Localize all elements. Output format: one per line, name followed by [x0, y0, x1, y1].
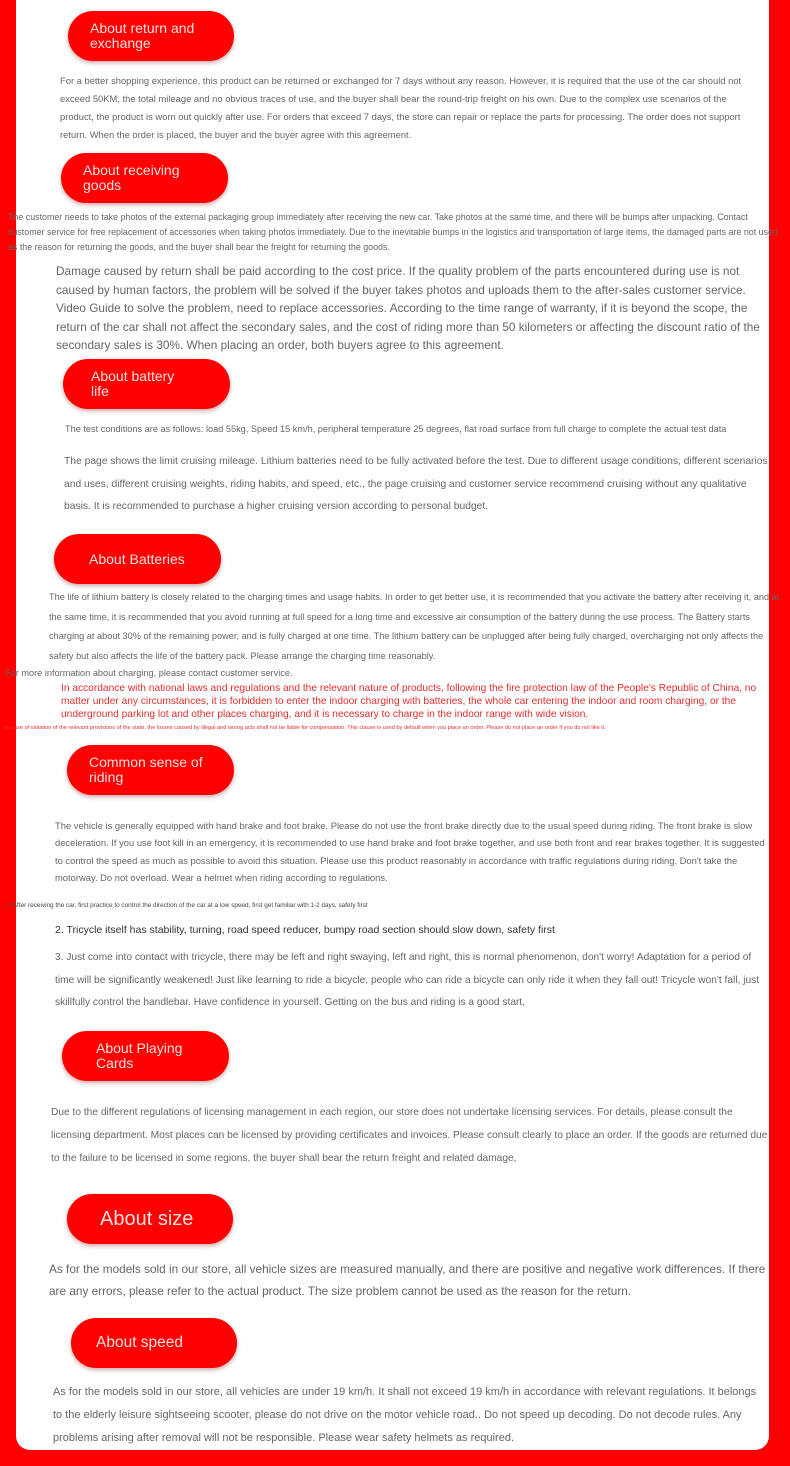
section-header-size	[67, 1194, 233, 1244]
section-title: Common sense of riding	[89, 754, 203, 785]
section-title: About return and exchange	[90, 20, 195, 51]
cards-text: Due to the different regulations of licensing management in each region, our store does not undertake licensing services. For details, please consult the licensing department. Most places can be licensed by providing certificates and invoices. Please consult clearly to place an order. If the goods are returned due to the failure to be licensed in some regions, the buyer shall bear the return freight and related damage,	[51, 1107, 768, 1164]
batteries-contact-text: For more information about charging, please contact customer service.	[5, 668, 293, 678]
battery-life-text: The page shows the limit cruising mileage. Lithium batteries need to be fully activated before the test. Due to different usage conditions, different scenarios and uses, different cruising weights, riding habits, and speed, etc., the page cruising and customer service recommend cruising without any qualitative basis. It is recommended to purchase a higher cruising version according to personal budget.	[64, 456, 768, 512]
return-policy-text: For a better shopping experience, this product can be returned or exchanged for 7 days without any reason. However, it is required that the use of the car should not exceed 50KM, the total mileage and no obvious traces of use, and the buyer shall bear the round-trip freight on his own. Due to the complex use scenarios of the product, the product is worn out quickly after use. For orders that exceed 7 days, the store can repair or replace the parts for processing. The order does not support return. When the order is placed, the buyer and the buyer agree with this agreement.	[60, 75, 742, 140]
section-header-return	[68, 11, 234, 61]
section-title: About size	[100, 1207, 194, 1230]
riding-text-1: The vehicle is generally equipped with hand brake and foot brake. Please do not use the front brake directly due to the usual speed during riding. The front brake is slow deceleration. If you use foot kill in an emergency, it is recommended to use hand brake and foot brake together, and use both front and rear brakes together. It is suggested to control the speed as much as possible to avoid this situation. Please use this product reasonably in accordance with traffic regulations during riding. Don't take the motorway. Do not overload. Wear a helmet when riding according to regulations.	[55, 820, 765, 883]
riding-tip-1: 1. After receiving the car, first practice to control the direction of the car at a low speed, first get familiar with 1-2 days, safety first	[6, 902, 368, 909]
section-title: About Batteries	[89, 550, 185, 567]
section-title: About speed	[96, 1333, 184, 1351]
batteries-fire-warning: In accordance with national laws and regulations and the relevant nature of products, following the fire protection law of the People's Republic of China, no matter under any circumstances, it is forbidden to enter the indoor charging with batteries, the whole car entering the indoor and room charging, or the underground parking lot and other places charging, and it is necessary to charge in the indoor range with wide vision.	[61, 683, 757, 720]
receiving-text-1: The customer needs to take photos of the external packaging group immediately after receiving the new car. Take photos at the same time, and there will be bumps after unpacking. Contact customer service for free replacement of accessories when taking photos immediately. Due to the inevitable bumps in the logistics and transportation of large items, the damaged parts are not used as the reason for returning the goods, and the buyer shall bear the freight for returning the goods.	[8, 212, 778, 252]
batteries-liability-note: In case of violation of the relevant provisions of the state, the losses caused by illegal and wrong acts shall not be liable for compensation. This clause is used by default when you place an order. Please do not place an order if you do not like it.	[5, 725, 606, 731]
section-title: About battery life	[91, 368, 175, 399]
riding-tip-3: 3. Just come into contact with tricycle, there may be left and right swaying, left and right, this is normal phenomenon, don't worry! Adaptation for a period of time will be significantly weakened! Just like learning to ride a bicycle, people who can ride a bicycle can only ride it when they fall out! Tricycle won't fall, just skillfully control the handlebar. Have confidence in yourself. Getting on the bus and riding is a good start,	[55, 952, 760, 1008]
section-title: About Playing Cards	[96, 1040, 183, 1071]
receiving-text-2: Damage caused by return shall be paid according to the cost price. If the quality problem of the parts encountered during use is not caused by human factors, the problem will be solved if the buyer takes photos and uploads them to the after-sales customer service. Video Guide to solve the problem, need to replace accessories. According to the time range of warranty, if it is beyond the scope, the return of the car shall not affect the secondary sales, and the cost of riding more than 50 kilometers or affecting the discount ratio of the secondary sales is 30%. When placing an order, both buyers agree to this agreement.	[56, 264, 760, 352]
riding-tip-2: 2. Tricycle itself has stability, turning, road speed reducer, bumpy road section should slow down, safety first	[55, 924, 555, 936]
section-header-cards	[62, 1031, 229, 1081]
speed-text: As for the models sold in our store, all vehicles are under 19 km/h. It shall not exceed 19 km/h in accordance with relevant regulations. It belongs to the elderly leisure sightseeing scooter, please do not drive on the motor vehicle road.. Do not speed up decoding. Do not decode rules. Any problems arising after removal will not be responsible. Please wear safety helmets as required.	[53, 1386, 757, 1444]
section-header-speed	[71, 1318, 237, 1368]
section-title: About receiving goods	[83, 162, 180, 193]
size-text: As for the models sold in our store, all vehicle sizes are measured manually, and there are positive and negative work differences. If there are any errors, please refer to the actual product. The size problem cannot be used as the reason for the return.	[49, 1262, 766, 1298]
battery-life-test-conditions: The test conditions are as follows: load 55kg, Speed 15 km/h, peripheral temperature 25 degrees, flat road surface from full charge to complete the actual test data	[65, 424, 727, 434]
section-header-batteries	[54, 534, 221, 584]
section-header-battery-life	[63, 359, 230, 409]
section-header-riding	[67, 745, 234, 795]
section-header-receiving	[61, 153, 228, 203]
batteries-text-1: The life of lithium battery is closely related to the charging times and usage habits. In order to get better use, it is recommended that you activate the battery after receiving it, and at the same time, it is recommended that you avoid running at full speed for a long time and excessive air consumption of the battery during the use process. The Battery starts charging at about 30% of the remaining power, and is fully charged at one time. The lithium battery can be unplugged after being fully charged, overcharging not only affects the safety but also affects the life of the battery pack. Please arrange the charging time reasonably.	[49, 592, 780, 661]
